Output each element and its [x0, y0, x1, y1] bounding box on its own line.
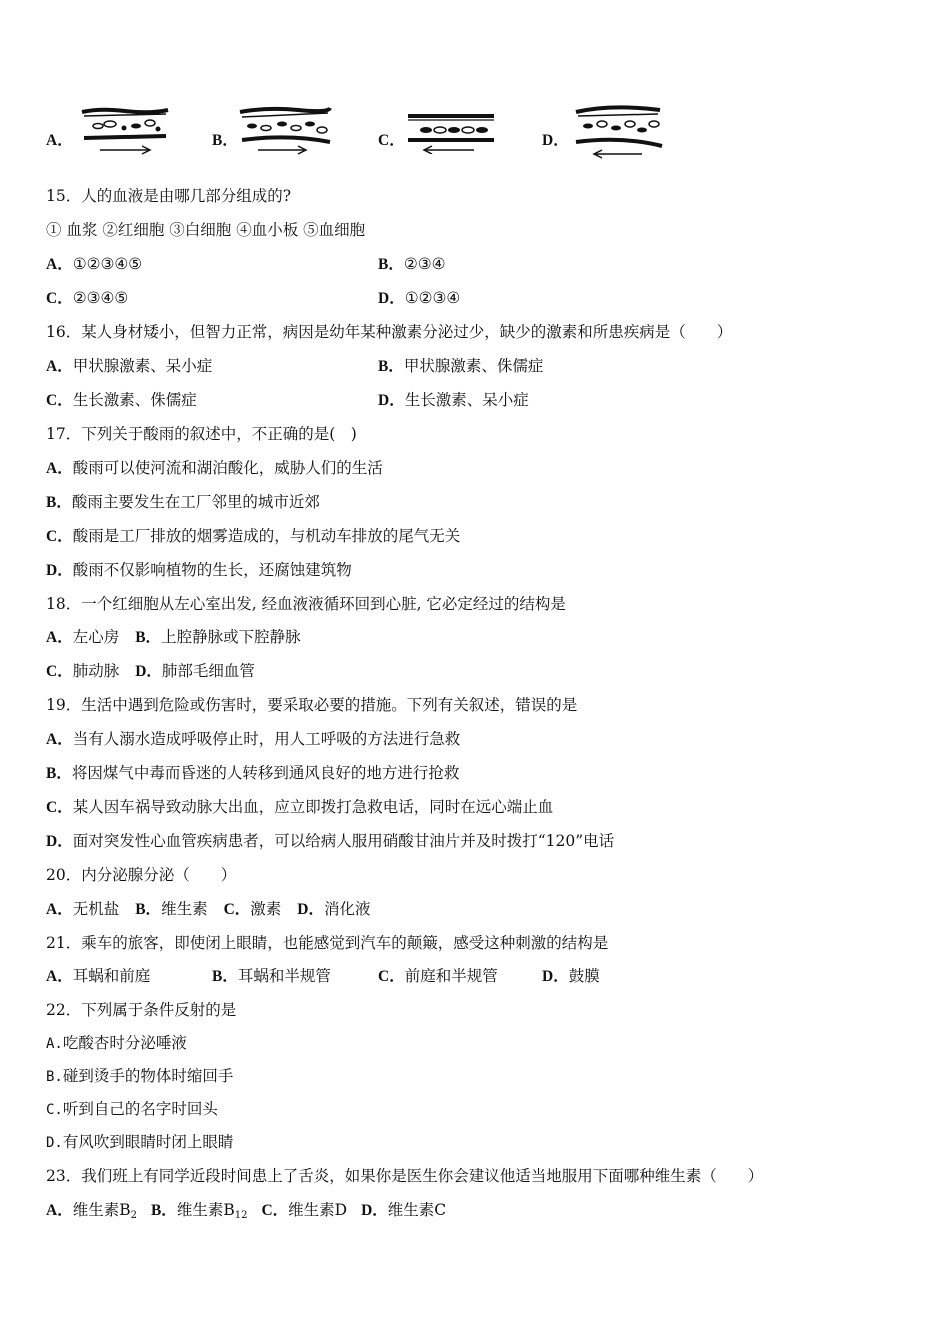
option-label: A. — [46, 1036, 63, 1052]
option-label: C． — [46, 528, 73, 545]
q21-stem: 21．乘车的旅客，即使闭上眼睛，也能感觉到汽车的颠簸，感受这种刺激的结构是 — [46, 934, 609, 952]
option-text: 生长激素、侏儒症 — [72, 391, 197, 409]
option-label: A． — [46, 901, 73, 918]
option-label: D． — [46, 562, 73, 579]
option-label: B． — [378, 256, 404, 273]
option-label: A． — [46, 460, 73, 477]
q21-option-c[interactable] — [378, 966, 498, 987]
q16-option-a[interactable] — [46, 356, 212, 377]
option-text: ①②③④ — [404, 289, 461, 307]
option-text: 面对突发性心血管疾病患者，可以给病人服用硝酸甘油片并及时拨打“120”电话 — [72, 832, 615, 850]
q15-option-c[interactable] — [46, 288, 128, 309]
option-text: 生长激素、呆小症 — [404, 391, 529, 409]
q19-option-c[interactable] — [46, 797, 553, 818]
q23-options — [46, 1200, 446, 1226]
option-text: 肺部毛细血管 — [161, 662, 255, 680]
option-text: 酸雨主要发生在工厂邻里的城市近郊 — [71, 493, 320, 511]
q15-option-d[interactable] — [378, 288, 460, 309]
q19-option-a[interactable] — [46, 729, 460, 750]
option-label: B． — [46, 765, 72, 782]
option-text: 听到自己的名字时回头 — [62, 1100, 218, 1118]
option-text: 某人因车祸导致动脉大出血，应立即拨打急救电话，同时在远心端止血 — [72, 798, 554, 816]
q18-stem: 18．一个红细胞从左心室出发, 经血液液循环回到心脏, 它必定经过的结构是 — [46, 595, 566, 613]
q17-stem: 17．下列关于酸雨的叙述中，不正确的是( ) — [46, 425, 357, 443]
option-label: C． — [46, 392, 73, 409]
q18-options-row-2 — [46, 661, 255, 682]
option-text: 上腔静脉或下腔静脉 — [161, 628, 301, 646]
option-text: 维生素 — [161, 900, 208, 918]
option-label: C． — [46, 663, 73, 680]
option-label: B． — [378, 358, 404, 375]
vessel-diagram-c — [404, 110, 498, 154]
option-subscript: 2 — [130, 1210, 137, 1221]
q20-option-c[interactable] — [224, 900, 282, 918]
option-label: D． — [46, 833, 73, 850]
vessel-diagram-b — [238, 104, 334, 156]
q15-option-b[interactable] — [378, 254, 446, 275]
q18-option-c[interactable] — [46, 662, 119, 680]
option-label: C． — [378, 968, 405, 985]
q18-option-a[interactable] — [46, 628, 119, 646]
option-text: ②③④⑤ — [72, 289, 129, 307]
option-text: ②③④ — [403, 255, 446, 273]
option-label: D． — [297, 901, 324, 918]
option-subscript: 12 — [234, 1210, 248, 1221]
q16-option-d[interactable] — [378, 390, 529, 411]
q23-option-a[interactable] — [46, 1201, 137, 1219]
option-text: 无机盐 — [72, 900, 120, 918]
option-text: 酸雨是工厂排放的烟雾造成的，与机动车排放的尾气无关 — [72, 527, 461, 545]
option-text: 甲状腺激素、侏儒症 — [403, 357, 544, 375]
option-text: 当有人溺水造成呼吸停止时，用人工呼吸的方法进行急救 — [72, 730, 461, 748]
option-text: 维生素D — [288, 1201, 348, 1219]
q15-items: ① 血浆 ②红细胞 ③白细胞 ④血小板 ⑤血细胞 — [46, 221, 366, 239]
q19-stem: 19．生活中遇到危险或伤害时，要采取必要的措施。下列有关叙述，错误的是 — [46, 696, 578, 714]
option-text: ①②③④⑤ — [72, 255, 143, 273]
option-text: 激素 — [250, 900, 282, 918]
option-label: B． — [150, 1202, 177, 1219]
option-text: 维生素B — [72, 1201, 131, 1219]
q23-option-d[interactable] — [361, 1201, 446, 1219]
option-text: 酸雨可以使河流和湖泊酸化，威胁人们的生活 — [72, 459, 383, 477]
q22-option-a[interactable] — [46, 1033, 187, 1054]
option-label: B． — [212, 968, 238, 985]
option-text: 耳蜗和半规管 — [237, 967, 331, 985]
option-label: D. — [46, 1135, 63, 1151]
q22-option-b[interactable] — [46, 1066, 233, 1087]
option-text: 有风吹到眼睛时闭上眼睛 — [62, 1133, 234, 1151]
q22-option-d[interactable] — [46, 1132, 233, 1153]
option-label: B． — [135, 901, 162, 918]
q18-option-d[interactable] — [135, 662, 255, 680]
option-label: A． — [46, 1202, 73, 1219]
q14-option-b-label[interactable]: B． — [212, 132, 238, 149]
q21-option-b[interactable] — [212, 966, 331, 987]
vessel-diagram-a — [80, 104, 170, 156]
option-label: C． — [223, 901, 251, 918]
q22-stem: 22．下列属于条件反射的是 — [46, 1001, 237, 1019]
q18-option-b[interactable] — [135, 628, 300, 646]
option-label: B． — [135, 629, 162, 646]
option-label: A． — [46, 629, 73, 646]
option-text: 吃酸杏时分泌唾液 — [62, 1034, 187, 1052]
option-label: A． — [46, 358, 73, 375]
q14-option-d-label[interactable]: D． — [542, 132, 569, 149]
option-label: A． — [46, 731, 73, 748]
option-text: 甲状腺激素、呆小症 — [72, 357, 213, 375]
option-text: 左心房 — [72, 628, 120, 646]
q21-option-d[interactable] — [542, 966, 600, 987]
option-text: 耳蜗和前庭 — [72, 967, 151, 985]
option-label: B． — [46, 494, 72, 511]
option-text: 鼓膜 — [568, 967, 600, 985]
q20-option-b[interactable] — [135, 900, 207, 918]
option-text: 酸雨不仅影响植物的生长，还腐蚀建筑物 — [72, 561, 352, 579]
q20-option-a[interactable] — [46, 900, 119, 918]
q17-option-b[interactable] — [46, 492, 320, 513]
q22-option-c[interactable] — [46, 1099, 218, 1120]
q19-option-b[interactable] — [46, 763, 459, 784]
q16-option-c[interactable] — [46, 390, 197, 411]
q18-options-row-1 — [46, 627, 301, 648]
q20-options — [46, 899, 371, 920]
option-label: D． — [135, 663, 162, 680]
q14-option-c-label[interactable]: C． — [378, 132, 405, 149]
option-label: C． — [46, 290, 73, 307]
q17-option-c[interactable] — [46, 526, 460, 547]
q23-option-c[interactable] — [261, 1201, 347, 1219]
option-text: 维生素B — [176, 1201, 235, 1219]
q15-stem: 15．人的血液是由哪几部分组成的? — [46, 187, 292, 205]
option-text: 碰到烫手的物体时缩回手 — [62, 1067, 234, 1085]
q16-stem: 16．某人身材矮小，但智力正常，病因是幼年某种激素分泌过少，缺少的激素和所患疾病是（ ） — [46, 323, 733, 341]
q23-option-b[interactable] — [151, 1201, 247, 1219]
q17-option-d[interactable] — [46, 560, 352, 581]
option-label: A． — [46, 256, 73, 273]
option-label: C． — [46, 799, 73, 816]
option-text: 肺动脉 — [72, 662, 120, 680]
option-text: 前庭和半规管 — [404, 967, 498, 985]
q20-option-d[interactable] — [297, 900, 370, 918]
vessel-diagram-d — [572, 102, 666, 160]
option-text: 维生素C — [387, 1201, 447, 1219]
q15-option-a[interactable] — [46, 254, 142, 275]
option-label: D． — [378, 290, 405, 307]
option-label: C． — [261, 1202, 289, 1219]
option-text: 将因煤气中毒而昏迷的人转移到通风良好的地方进行抢救 — [71, 764, 460, 782]
q14-option-a-label[interactable]: A． — [46, 132, 73, 149]
q19-option-d[interactable] — [46, 831, 614, 852]
option-label: D． — [361, 1202, 388, 1219]
q21-option-a[interactable] — [46, 966, 150, 987]
option-label: A． — [46, 968, 73, 985]
q23-stem: 23．我们班上有同学近段时间患上了舌炎，如果你是医生你会建议他适当地服用下面哪种维生素（ ） — [46, 1167, 764, 1185]
option-label: D． — [378, 392, 405, 409]
option-text: 消化液 — [324, 900, 371, 918]
q17-option-a[interactable] — [46, 458, 383, 479]
option-label: C. — [46, 1102, 63, 1118]
q20-stem: 20．内分泌腺分泌（ ） — [46, 866, 237, 884]
option-label: D． — [542, 968, 569, 985]
option-label: B. — [46, 1069, 63, 1085]
q16-option-b[interactable] — [378, 356, 543, 377]
